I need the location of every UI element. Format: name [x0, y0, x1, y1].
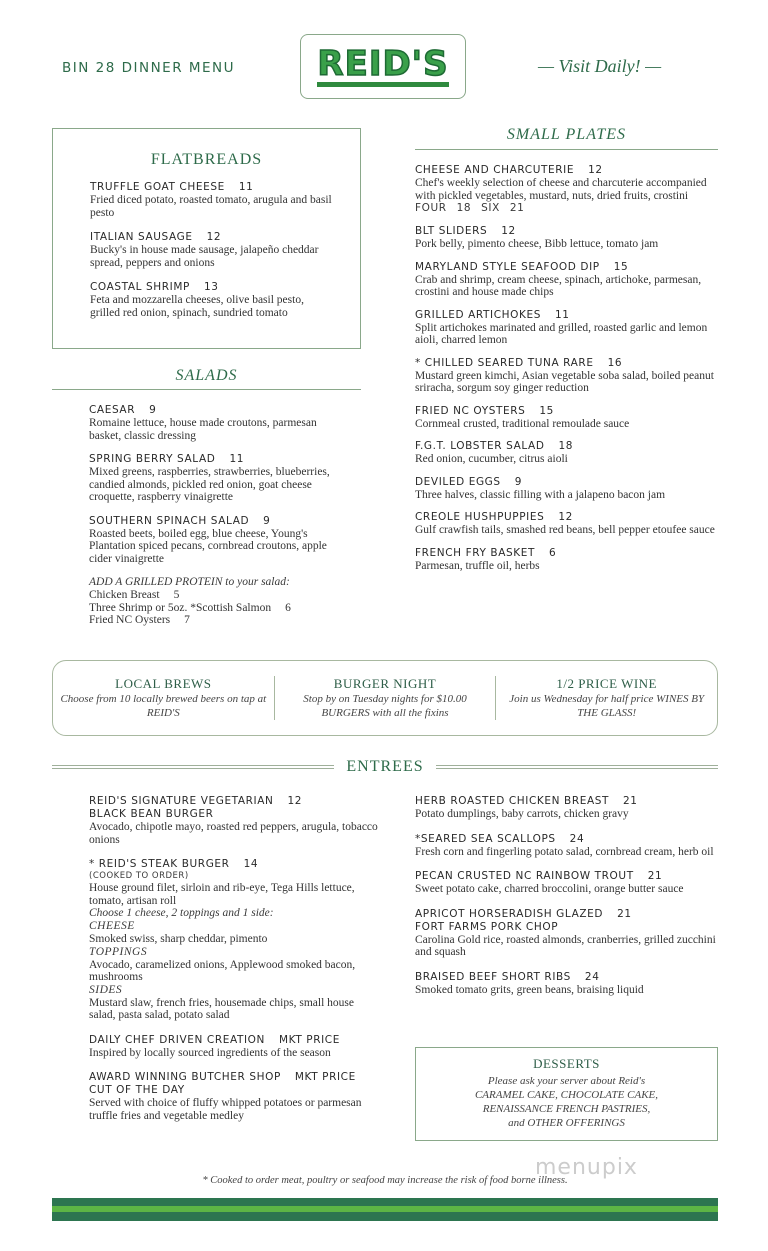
item-name-line2: FORT FARMS PORK CHOP: [415, 920, 559, 933]
item-description: Three halves, classic filling with a jalapeno bacon jam: [415, 488, 666, 501]
item-title: FRIED NC OYSTERS: [415, 404, 526, 417]
item-price: 11: [229, 453, 244, 465]
salads-title: SALADS: [175, 367, 238, 384]
item-description: Pork belly, pimento cheese, Bibb lettuce, tomato jam: [415, 238, 659, 250]
desserts-box: [415, 1047, 718, 1141]
item-title: * REID'S STEAK BURGER: [89, 858, 230, 870]
item-title: DEVILED EGGS: [415, 475, 501, 488]
item-name: [89, 858, 379, 871]
protein-option: [89, 602, 351, 615]
item-description: Split artichokes marinated and grilled, roasted garlic and lemon aioli, charred lemon: [415, 321, 708, 346]
menu-item: [415, 870, 718, 896]
small-plates-list: [415, 164, 718, 572]
item-title: GRILLED ARTICHOKES: [415, 308, 541, 321]
desserts-title: DESSERTS: [533, 1056, 600, 1071]
protein-label: Fried NC Oysters: [89, 614, 171, 626]
item-title: APRICOT HORSERADISH GLAZED: [415, 907, 604, 920]
item-name: [90, 281, 336, 294]
item-description: Bucky's in house made sausage, jalapeño cheddar spread, peppers and onions: [90, 244, 319, 269]
item-title: BRAISED BEEF SHORT RIBS: [415, 970, 571, 983]
item-description: Chef's weekly selection of cheese and charcuterie accompanied with pickled vegetables, mustard, nuts, dried fruits, crostini: [415, 177, 707, 202]
divider: [415, 149, 718, 150]
salad-items: [89, 404, 351, 565]
item-description: Fried diced potato, roasted tomato, arugula and basil pesto: [90, 194, 332, 219]
item-description: Potato dumplings, baby carrots, chicken gravy: [415, 808, 629, 820]
protein-label: Three Shrimp or 5oz. *Scottish Salmon: [89, 601, 272, 614]
flatbreads-list: [53, 181, 360, 319]
item-price: MKT PRICE: [278, 1033, 340, 1046]
item-price: 11: [555, 308, 570, 321]
menu-item: [415, 547, 718, 573]
item-name: [415, 908, 718, 921]
menu-item: [415, 405, 718, 431]
stripe-light: [52, 1206, 718, 1212]
item-title: F.G.T. LOBSTER SALAD: [415, 440, 545, 452]
item-price: 11: [238, 181, 254, 193]
item-description: Red onion, cucumber, citrus aioli: [415, 453, 568, 465]
item-description: Smoked tomato grits, green beans, braising liquid: [415, 983, 644, 996]
item-title: SOUTHERN SPINACH SALAD: [89, 514, 250, 527]
menu-item: [415, 833, 718, 859]
option-text: Avocado, caramelized onions, Applewood smoked bacon, mushrooms: [89, 958, 356, 983]
item-price: 14: [243, 858, 259, 870]
menu-item: [415, 971, 718, 997]
item-title: SPRING BERRY SALAD: [89, 453, 216, 465]
menu-item: [90, 231, 336, 269]
item-price: 16: [607, 356, 623, 369]
item-description: Feta and mozzarella cheeses, olive basil pesto, grilled red onion, spinach, sundried tomato: [90, 294, 304, 319]
option-label: SIDES: [89, 983, 123, 996]
footer-stripe: [52, 1198, 718, 1221]
menu-item: [89, 404, 351, 442]
menu-subtitle: BIN 28 DINNER MENU: [62, 60, 236, 76]
menu-item: [415, 225, 718, 251]
item-title: BLT SLIDERS: [415, 225, 488, 237]
item-subtitle: (COOKED TO ORDER): [89, 871, 189, 881]
desserts-line: RENAISSANCE FRENCH PASTRIES,: [482, 1103, 651, 1115]
menu-item: [415, 357, 718, 395]
item-name: [415, 440, 718, 453]
item-description: Fresh corn and fingerling potato salad, cornbread cream, herb oil: [415, 845, 714, 858]
item-name: [415, 261, 718, 274]
item-description: Cornmeal crusted, traditional remoulade sauce: [415, 417, 630, 430]
flatbreads-box: [52, 128, 361, 349]
item-name: [415, 971, 718, 984]
banner-title: BURGER NIGHT: [333, 676, 437, 691]
menu-item: [415, 309, 718, 347]
item-title: REID'S SIGNATURE VEGETARIAN: [89, 795, 274, 807]
item-price: 13: [203, 281, 219, 293]
item-name: [415, 164, 718, 177]
menu-item: [415, 261, 718, 299]
protein-price: 6: [285, 601, 291, 614]
banner-burger-night: [274, 676, 496, 720]
item-name: [415, 870, 718, 883]
menu-item: [415, 795, 718, 821]
item-description: Avocado, chipotle mayo, roasted red peppers, arugula, tobacco onions: [89, 821, 378, 846]
item-description: Served with choice of fluffy whipped potatoes or parmesan truffle fries and vegetable medley: [89, 1097, 362, 1122]
menu-item: [89, 858, 379, 1022]
banner-half-price-wine: [495, 676, 717, 720]
item-name: [415, 225, 718, 238]
menupix-watermark: menupix: [535, 1155, 638, 1180]
item-title: * CHILLED SEARED TUNA RARE: [415, 356, 594, 369]
protein-option: [89, 589, 351, 602]
item-price: 12: [287, 795, 303, 807]
banner-title: 1/2 PRICE WINE: [556, 676, 657, 691]
item-name: [89, 1034, 379, 1047]
menu-item: [89, 795, 379, 846]
entrees-title: ENTREES: [346, 758, 424, 775]
item-title: FRENCH FRY BASKET: [415, 546, 535, 559]
item-title: *SEARED SEA SCALLOPS: [415, 832, 556, 845]
banner-text: Stop by on Tuesday nights for $10.00 BURGERS with all the fixins: [303, 693, 467, 719]
item-price: 12: [558, 511, 573, 523]
banner-text: Choose from 10 locally brewed beers on tap at REID'S: [60, 693, 267, 719]
item-description: Mixed greens, raspberries, strawberries, blueberries, candied almonds, pickled red onion, goat cheese croquette, raspberry vinaigrette: [89, 466, 330, 503]
desserts-line: Please ask your server about Reid's: [487, 1075, 646, 1087]
item-description: Gulf crawfish tails, smashed red beans, bell pepper etoufee sauce: [415, 524, 715, 536]
specials-banner: [52, 660, 718, 736]
item-price: 24: [569, 832, 585, 845]
item-description: Sweet potato cake, charred broccolini, orange butter sauce: [415, 883, 684, 895]
item-name: [415, 476, 718, 489]
item-description: Romaine lettuce, house made croutons, parmesan basket, classic dressing: [89, 417, 317, 442]
item-price: 9: [514, 475, 522, 488]
item-description: Inspired by locally sourced ingredients of the season: [89, 1046, 331, 1059]
salads-list: [52, 404, 361, 627]
menu-item: [89, 515, 351, 566]
item-description: Crab and shrimp, cream cheese, spinach, artichoke, parmesan, crostini and house made chips: [415, 273, 702, 298]
item-price: 24: [584, 970, 600, 983]
entrees-right-list: [415, 795, 718, 1008]
menu-item: [89, 1034, 379, 1060]
item-name: [89, 1071, 379, 1084]
item-price: 9: [263, 514, 271, 527]
item-title: DAILY CHEF DRIVEN CREATION: [89, 1033, 265, 1046]
item-title: CHEESE AND CHARCUTERIE: [415, 164, 575, 176]
banner-local-brews: [53, 676, 274, 720]
desserts-line: CARAMEL CAKE, CHOCOLATE CAKE,: [474, 1089, 659, 1101]
divider: [52, 389, 361, 390]
divider: [436, 765, 718, 769]
item-description: House ground filet, sirloin and rib-eye, Tega Hills lettuce, tomato, artisan roll: [89, 882, 355, 907]
item-name: [89, 795, 379, 808]
protein-list: [89, 589, 351, 627]
option-text: Mustard slaw, french fries, housemade chips, small house salad, pasta salad, potato salad: [89, 996, 354, 1021]
menu-item: [90, 281, 336, 319]
protein-label: Chicken Breast: [89, 589, 160, 601]
item-price: 18: [558, 440, 574, 452]
entrees-left-list: [89, 795, 379, 1134]
item-description: Carolina Gold rice, roasted almonds, cranberries, grilled zucchini and squash: [415, 933, 716, 958]
item-price: 21: [647, 870, 663, 882]
item-name: [89, 515, 351, 528]
menu-item: [89, 453, 351, 504]
protein-title: ADD A GRILLED PROTEIN to your salad:: [89, 576, 290, 588]
visit-daily-tagline: — Visit Daily! —: [538, 56, 662, 76]
salads-section: [52, 367, 361, 627]
logo-text: REID'S: [317, 46, 448, 87]
item-title: AWARD WINNING BUTCHER SHOP: [89, 1071, 281, 1083]
item-description: Mustard green kimchi, Asian vegetable soba salad, boiled peanut sriracha, sorgum soy ginger reduction: [415, 369, 714, 394]
reids-logo: [300, 34, 466, 99]
item-title: COASTAL SHRIMP: [90, 281, 190, 293]
item-title: PECAN CRUSTED NC RAINBOW TROUT: [415, 870, 634, 882]
item-title: MARYLAND STYLE SEAFOOD DIP: [415, 260, 600, 273]
item-price: MKT PRICE: [294, 1071, 356, 1083]
small-plates-title: SMALL PLATES: [506, 126, 627, 143]
item-title: CREOLE HUSHPUPPIES: [415, 511, 545, 523]
flatbreads-title: FLATBREADS: [150, 151, 263, 168]
item-name: [415, 833, 718, 846]
menu-item: [415, 511, 718, 537]
item-name: [415, 795, 718, 808]
item-price: 12: [501, 225, 516, 237]
item-name: [90, 181, 336, 194]
item-name-line2: BLACK BEAN BURGER: [89, 808, 214, 820]
item-name: [415, 547, 718, 560]
item-description: Roasted beets, boiled egg, blue cheese, Young's Plantation spiced pecans, cornbread croutons, apple cider vinaigrette: [89, 527, 327, 565]
item-name: [89, 404, 351, 417]
item-price: 6: [549, 546, 557, 559]
banner-text: Join us Wednesday for half price WINES BY THE GLASS!: [509, 693, 705, 719]
item-note: Choose 1 cheese, 2 toppings and 1 side:: [89, 907, 274, 919]
item-name: [415, 511, 718, 524]
divider: [52, 765, 334, 769]
option-label: CHEESE: [89, 920, 135, 932]
item-name: [90, 231, 336, 244]
item-price: 21: [617, 907, 632, 920]
menu-item: [415, 440, 718, 466]
menu-item: [415, 164, 718, 215]
item-name: [415, 309, 718, 322]
option-label: TOPPINGS: [89, 945, 148, 958]
item-price: 15: [539, 404, 554, 417]
item-price: 15: [613, 260, 629, 273]
menu-item: [90, 181, 336, 219]
small-plates-section: [415, 126, 718, 582]
protein-price: 5: [173, 589, 180, 601]
footnote: * Cooked to order meat, poultry or seafood may increase the risk of food borne illness.: [202, 1175, 568, 1186]
item-price: 21: [623, 795, 638, 807]
item-description: Parmesan, truffle oil, herbs: [415, 559, 540, 572]
menu-item: [89, 1071, 379, 1122]
desserts-line: and OTHER OFFERINGS: [508, 1117, 625, 1129]
menu-item: [415, 908, 718, 959]
entrees-header: [52, 758, 718, 776]
item-name-line2: CUT OF THE DAY: [89, 1084, 185, 1096]
banner-title: LOCAL BREWS: [115, 676, 212, 691]
item-name: [415, 405, 718, 418]
item-extra-pricing: FOUR 18 SIX 21: [415, 202, 525, 214]
item-title: CAESAR: [89, 404, 136, 416]
protein-price: 7: [184, 614, 190, 626]
item-title: ITALIAN SAUSAGE: [90, 231, 193, 243]
item-title: TRUFFLE GOAT CHEESE: [90, 181, 225, 193]
item-price: 12: [588, 164, 603, 176]
item-price: 9: [149, 404, 157, 416]
protein-option: [89, 614, 351, 627]
menu-item: [415, 476, 718, 502]
item-name: [89, 453, 351, 466]
item-name: [415, 357, 718, 370]
item-price: 12: [206, 231, 222, 243]
item-title: HERB ROASTED CHICKEN BREAST: [415, 795, 610, 807]
option-text: Smoked swiss, sharp cheddar, pimento: [89, 933, 268, 945]
